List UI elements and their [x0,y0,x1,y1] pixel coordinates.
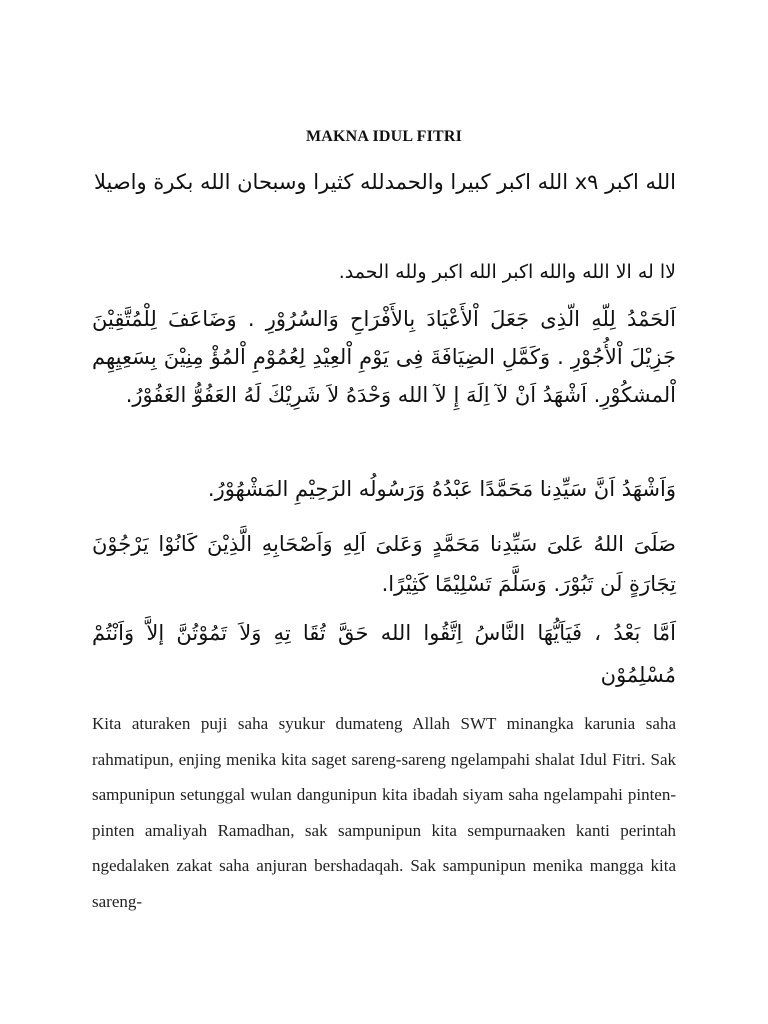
arabic-tahlil-line: لاا له الا الله والله اكبر الله اكبر ولله الحمد. [338,261,676,283]
arabic-shalawat-paragraph: صَلَىَ اللهُ عَلىَ سَيِّدِنا مَحَمَّدٍ وَعَلىَ اَلِهِ وَاَصْحَابِهِ الَّذِيْنَ كَانُوْا يَرْجُوْنَ تِجَارَةٍ لَن تَبُوْرَ. وَسَلَّمَ تَسْلِيْمًا كَثِيْرًا. [92,532,676,596]
arabic-taqwa-paragraph: اَمَّا بَعْدُ ، فَيَاَيُّهَا النَّاسُ اِتَّقُوا الله حَقَّ تُقَا تِهِ وَلاَ تَمُوْتُنَّ إلاَّ وَاَنْتُمْ مُسْلِمُوْن [92,621,676,687]
arabic-takbir-line: الله اكبر x٩ الله اكبر كبيرا والحمدلله كثيرا وسبحان الله بكرة واصيلا [93,170,676,194]
javanese-body-paragraph: Kita aturaken puji saha syukur dumateng Allah SWT minangka karunia saha rahmatipun, enjing menika kita saget sareng-sareng ngelampahi shalat Idul Fitri. Sak sampunipun setunggal wulan dangunipun kita ibadah siyam saha ngelampahi pinten-pinten amaliyah Ramadhan, sak sampunipun kita sempurnaaken kanti perintah ngedalaken zakat saha anjuran bershadaqah. Sak sampunipun menika mangga kita sareng- [92,714,676,911]
arabic-syahadat-line: وَاَشْهَدُ اَنَّ سَيِّدِنا مَحَمَّدًا عَبْدُهُ وَرَسُولُه الرَحِيْمِ المَشْهُوْرُ. [207,477,676,501]
arabic-hamdalah-paragraph: اَلحَمْدُ لِلّهِ الّذِى جَعَلَ اْلأَعْيَادَ بِالأَفْرَاحِ وَالسُرُوْرِ . وَضَاعَفَ لِلْمُتَّقِيْنَ جَزِيْلَ اْلأُجُوْرِ . وَكَمَّلِ الضِيَافَةَ فِى يَوْمِ اْلعِيْدِ لِعُمُوْمِ اْلمُؤْ مِنِيْنَ بِسَعِيِهِم اْلمشكُوْرِ. اَشْهَدُ اَنْ لآ اِلَهَ إِ لآ الله وَحْدَهُ لاَ شَرِيْكَ لَهُ العَفُوُّ الغَفُوْرُ. [92,307,676,407]
document-page [92,0,676,1024]
document-title: MAKNA IDUL FITRI [305,128,463,145]
